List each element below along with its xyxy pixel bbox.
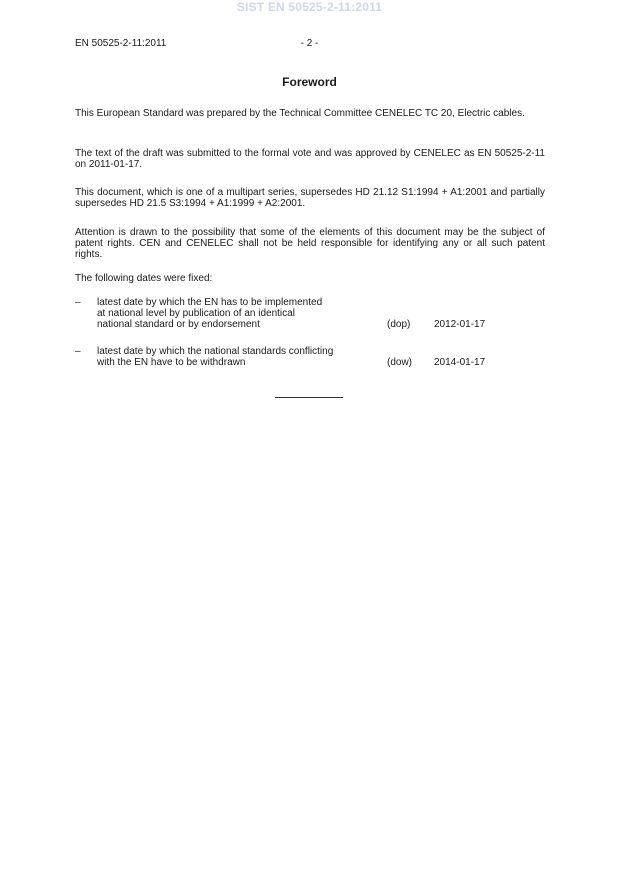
watermark: SIST EN 50525-2-11:2011 [236, 0, 383, 14]
description-line: at national level by publication of an identical [97, 308, 295, 319]
paragraph-dates-intro: The following dates were fixed: [75, 273, 213, 284]
description-line: national standard or by endorsement [97, 319, 260, 330]
date-value: 2014-01-17 [434, 357, 486, 368]
paragraph-draft-vote: The text of the draft was submitted to the formal vote and was approved by CENELEC as EN 50525-2-11 on 2011-01-17. [75, 148, 545, 170]
date-abbreviation: (dow) [387, 357, 413, 368]
list-dash: – [75, 297, 81, 308]
date-abbreviation: (dop) [387, 319, 411, 330]
header-page-number: - 2 - [300, 38, 319, 49]
date-item-description [97, 297, 382, 330]
date-item-dop [75, 297, 545, 330]
date-item-dow [75, 346, 545, 368]
paragraph-supersedes: This document, which is one of a multipart series, supersedes HD 21.12 S1:1994 + A1:2001 and partially supersedes HD 21.5 S3:1994 + A1:1999 + A2:2001. [75, 187, 545, 209]
description-line: latest date by which the EN has to be implemented [97, 297, 323, 308]
section-title: Foreword [282, 75, 337, 89]
date-value: 2012-01-17 [434, 319, 486, 330]
date-item-description [97, 346, 382, 368]
list-dash: – [75, 346, 81, 357]
description-line: latest date by which the national standards conflicting [97, 346, 334, 357]
paragraph-prepared-by: This European Standard was prepared by the Technical Committee CENELEC TC 20, Electric cables. [75, 108, 525, 119]
end-rule-divider [275, 397, 343, 398]
paragraph-patent-rights: Attention is drawn to the possibility that some of the elements of this document may be the subject of patent rights. CEN and CENELEC shall not be held responsible for identifying any or all such patent rights. [75, 227, 545, 260]
description-line: with the EN have to be withdrawn [97, 357, 246, 368]
header-doc-id: EN 50525-2-11:2011 [75, 38, 167, 49]
